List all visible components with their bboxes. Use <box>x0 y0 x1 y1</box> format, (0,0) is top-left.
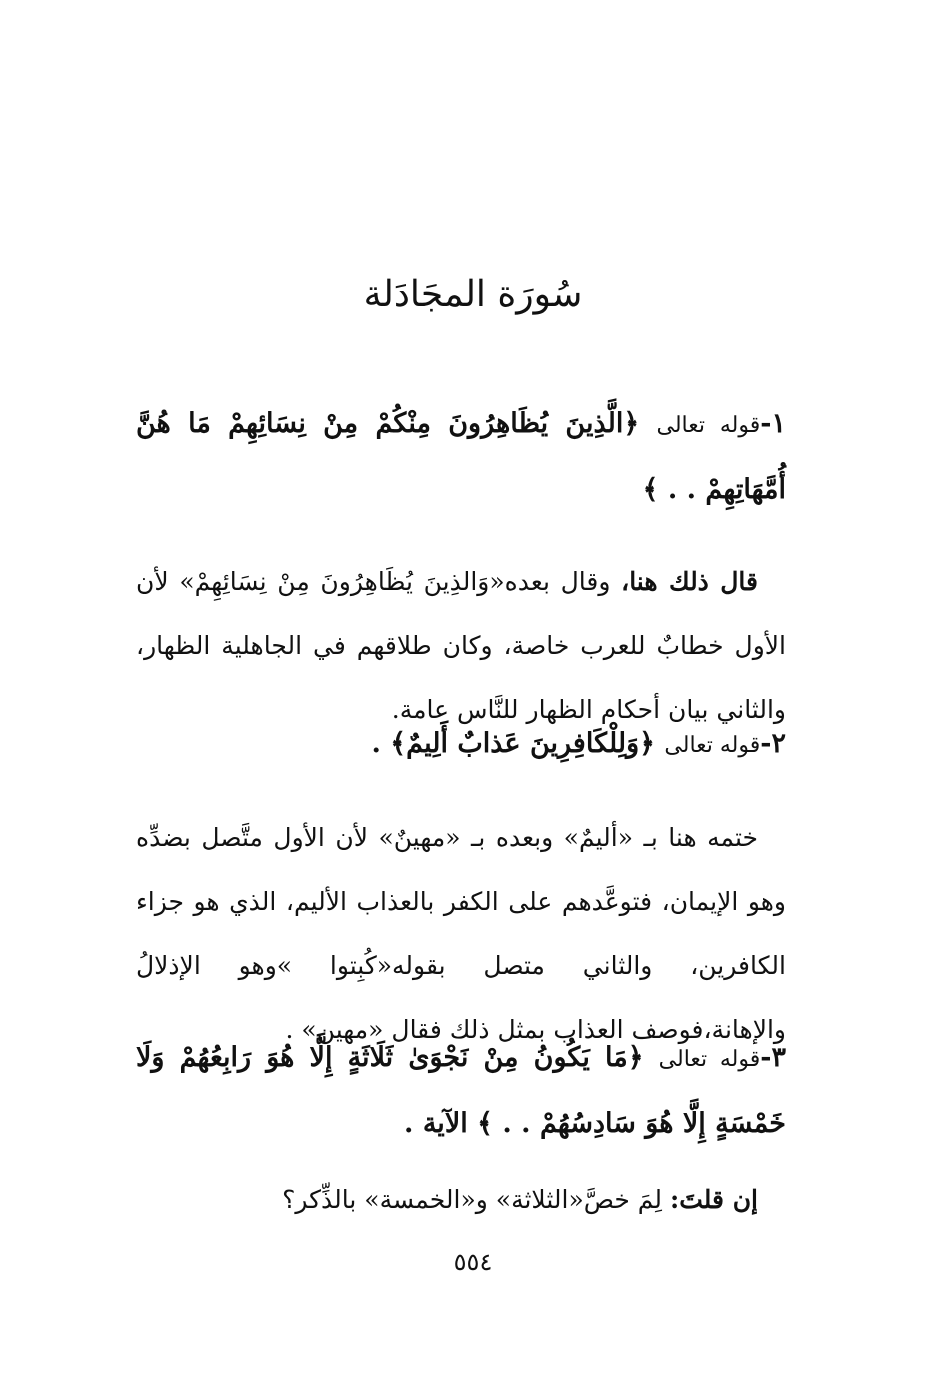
commentary-text: ختمه هنا بـ «أليمٌ» وبعده بـ «مهينٌ» لأن الأول متَّصل بضدِّه وهو الإيمان، فتوعَّدهم على الكفر بالعذاب الأليم، الذي هو جزاء الكافرين، والثاني متصل بقوله«كُبِتوا »وهو الإذلالُ والإهانة،فوصف العذاب بمثل ذلك فقال «مهين» . <box>136 823 786 1044</box>
quran-verse: ﴿الَّذِينَ يُظَاهِرُونَ مِنْكُمْ مِنْ نِسَائِهِمْ مَا هُنَّ أُمَّهَاتِهِمْ . . ﴾ <box>136 408 786 505</box>
commentary-2 <box>136 806 786 1062</box>
commentary-lead: قال ذلك هنا، <box>621 567 759 596</box>
item-number: ٣- <box>760 1042 786 1073</box>
lead-phrase: قوله تعالى <box>658 1047 761 1072</box>
verse-2 <box>136 712 786 778</box>
section-1 <box>136 392 786 742</box>
surah-title: سُورَة المجَادَلة <box>363 274 583 315</box>
question <box>136 1168 786 1232</box>
question-lead: إن قلتَ: <box>669 1185 758 1214</box>
question-text: لِمَ خصَّ«الثلاثة» و«الخمسة» بالذِّكر؟ <box>282 1185 670 1214</box>
item-number: ٢- <box>760 728 786 759</box>
quran-verse: ﴿مَا يَكُونُ مِنْ نَجْوَىٰ ثَلَاثَةٍ إِلَّا هُوَ رَابِعُهُمْ وَلَا خَمْسَةٍ إِلَّا هُوَ سَادِسُهُمْ . . ﴾ الآية . <box>136 1042 786 1139</box>
section-2 <box>136 712 786 1062</box>
item-number: ١- <box>760 408 786 439</box>
verse-3 <box>136 1026 786 1156</box>
verse-1 <box>136 392 786 522</box>
commentary-text: وقال بعده«وَالذِينَ يُظَاهِرُونَ مِنْ نِسَائِهِمْ» لأن الأول خطابٌ للعرب خاصة، وكان طلاقهم في الجاهلية الظهار، والثاني بيان أحكام الظهار للنَّاس عامة. <box>136 567 786 724</box>
quran-verse: ﴿وَلِلْكَافِرِينَ عَذابٌ أَلِيمٌ﴾ . <box>371 728 655 759</box>
lead-phrase: قوله تعالى <box>656 413 761 438</box>
lead-phrase: قوله تعالى <box>664 733 761 758</box>
section-3 <box>136 1026 786 1232</box>
page-number: ٥٥٤ <box>453 1248 493 1276</box>
